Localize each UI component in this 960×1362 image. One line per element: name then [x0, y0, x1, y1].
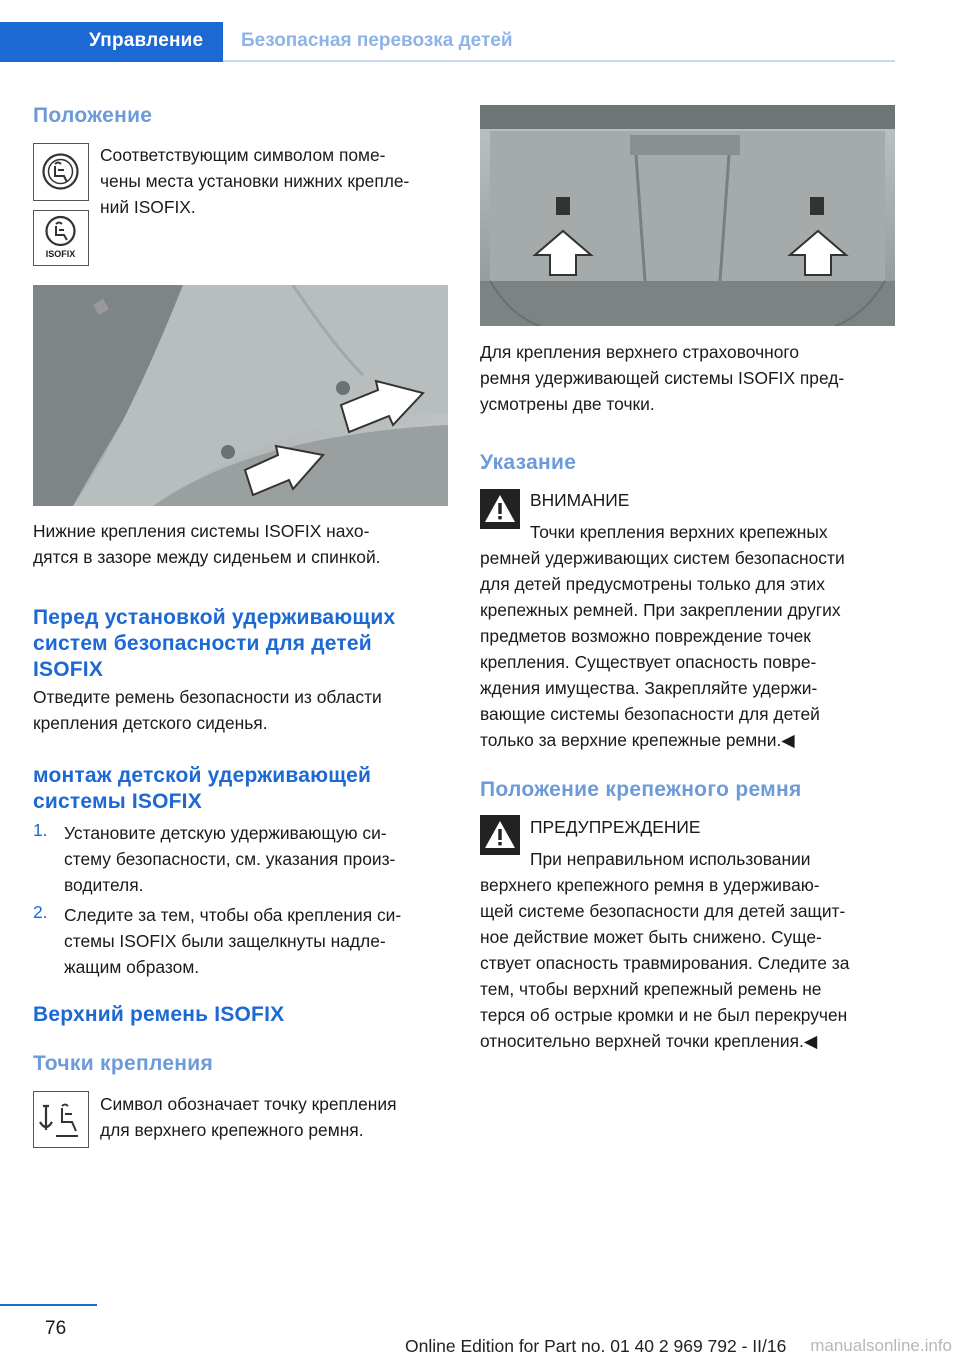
caution-text: ремней удерживающих систем безопасности для детей предусмотрены только для этих крепежных ремней. При закреплении других предметов возможно повреждение точек крепления. Существует опасность повре- ждения имущества. Закрепляйте удержи- вающие системы безопасности для детей только за верхние крепежные ремни.◀: [480, 548, 845, 750]
photo1-caption: Нижние крепления системы ISOFIX нахо- дятся в зазоре между сиденьем и спинкой.: [33, 521, 381, 567]
step-1-number: 1.: [33, 820, 48, 840]
warning-text: верхнего крепежного ремня в удерживаю- щей системе безопасности для детей защит- ное действие может быть снижено. Суще- ствует опасность травмирования. Следите за тем, чтобы верхний крепежный ремень не терся об острые кромки и не был перекручен относительно верхней точки крепления.◀: [480, 875, 850, 1051]
anchor-points-heading: Точки крепления: [33, 1052, 214, 1075]
chapter-tab-label: Управление: [89, 30, 204, 51]
edition-info: Online Edition for Part no. 01 40 2 969 792 - II/16: [405, 1336, 787, 1356]
step-2-number: 2.: [33, 902, 48, 922]
site-watermark[interactable]: manualsonline.info: [810, 1336, 952, 1355]
position-heading: Положение: [33, 104, 153, 127]
before-install-heading: Перед установкой удерживающих систем безопасности для детей ISOFIX: [33, 606, 396, 681]
note-heading: Указание: [480, 451, 577, 474]
before-install-text: Отведите ремень безопасности из области крепления детского сиденья.: [33, 687, 382, 733]
mount-heading: монтаж детской удерживающей системы ISOFIX: [33, 764, 372, 813]
isofix-icon-label: ISOFIX: [45, 249, 76, 259]
caution-title: ВНИМАНИЕ: [530, 490, 630, 510]
top-anchors-photo: [480, 105, 895, 326]
header-divider: [223, 60, 895, 62]
isofix-seat-icon: [33, 210, 89, 266]
child-seat-icon: [33, 143, 89, 201]
section-title: Безопасная перевозка детей: [241, 30, 513, 51]
lower-anchors-photo: [33, 285, 448, 506]
photo2-caption: Для крепления верхнего страховочного ремня удерживающей системы ISOFIX пред- усмотрены две точки.: [480, 342, 845, 414]
step-1-text: Установите детскую удерживающую си- стему безопасности, см. указания произ- водителя.: [64, 823, 396, 895]
top-tether-icon: [33, 1091, 89, 1148]
position-text: Соответствующим символом поме- чены места установки нижних крепле- ний ISOFIX.: [100, 145, 410, 217]
page-number: 76: [45, 1318, 67, 1339]
warning-title: ПРЕДУПРЕЖДЕНИЕ: [530, 817, 701, 837]
top-tether-heading: Верхний ремень ISOFIX: [33, 1003, 285, 1026]
strap-position-heading: Положение крепежного ремня: [480, 778, 802, 801]
caution-warning-icon: [480, 489, 520, 529]
footer-divider: [0, 1304, 97, 1306]
warning-line-0: При неправильном использовании: [530, 849, 811, 869]
anchor-points-text: Символ обозначает точку крепления для верхнего крепежного ремня.: [100, 1094, 397, 1140]
danger-warning-icon: [480, 815, 520, 855]
caution-line-0: Точки крепления верхних крепежных: [530, 522, 828, 542]
step-2-text: Следите за тем, чтобы оба крепления си- стемы ISOFIX были защелкнуты надле- жащим образом.: [64, 905, 402, 977]
